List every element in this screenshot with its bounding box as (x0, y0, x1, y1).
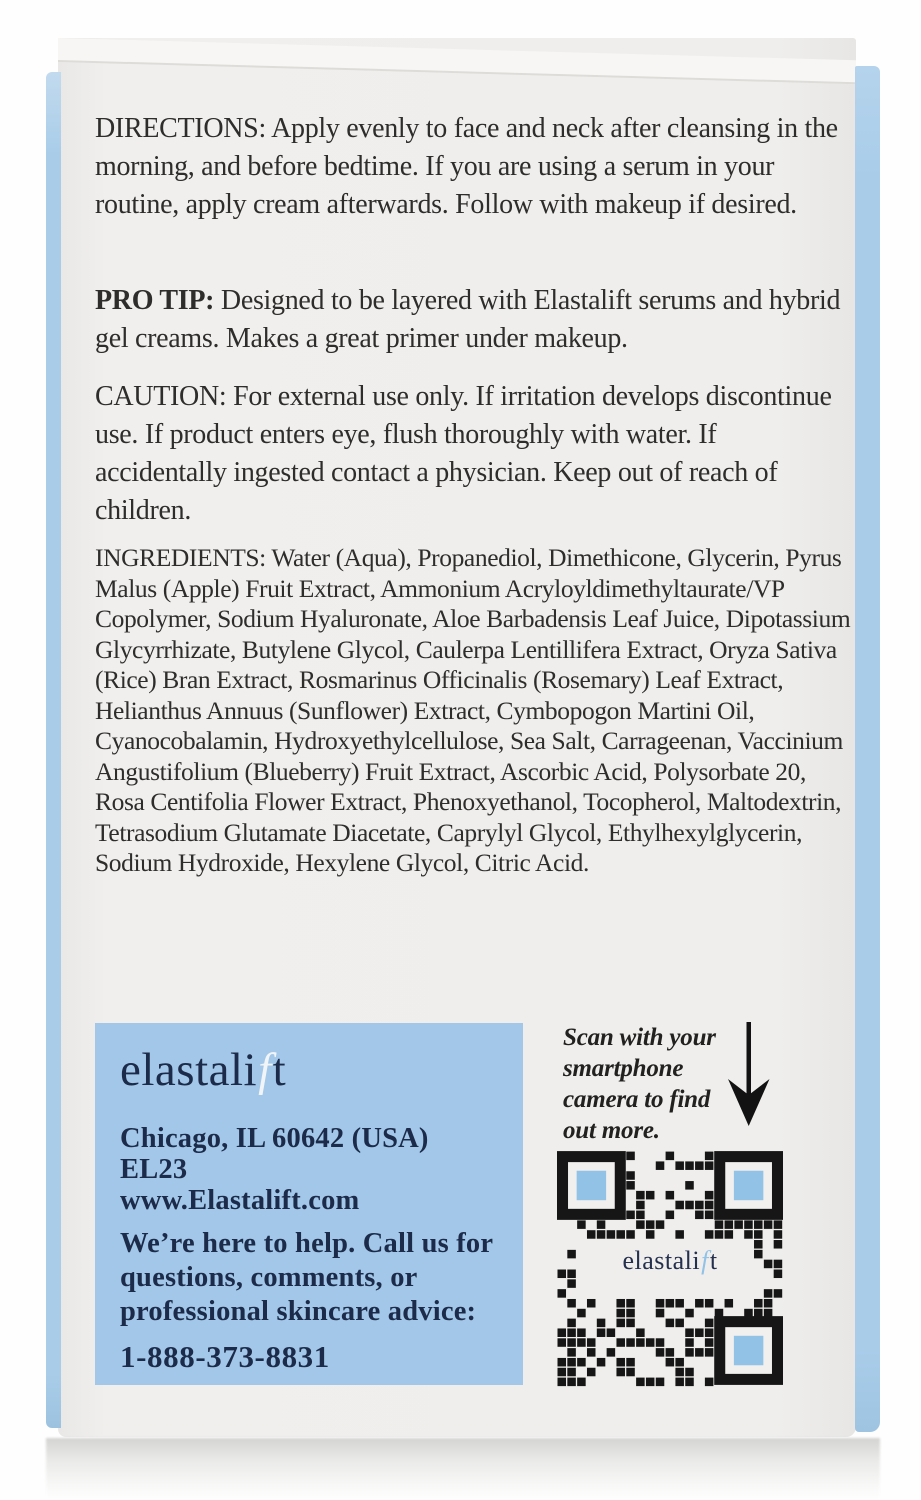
brand-address (120, 1123, 429, 1216)
address-city-line: Chicago, IL 60642 (USA) (120, 1123, 429, 1154)
down-arrow-icon (725, 1022, 773, 1128)
caution-text: For external use only. If irritation develops discontinue use. If product enters eye, flush thoroughly with water. If accidentally ingested contact a physician. Keep out of reach of children. (95, 381, 832, 526)
brand-logo-text: elastali (120, 1044, 258, 1096)
qr-logo-f: f (701, 1246, 709, 1275)
pro-tip-text: Designed to be layered with Elastalift serums and hybrid gel creams. Makes a great primer under makeup. (95, 285, 841, 354)
brand-logo-f: f (258, 1044, 272, 1096)
brand-info-panel (95, 1023, 523, 1385)
box-right-blue-edge (855, 66, 880, 1432)
qr-logo-t: t (709, 1246, 718, 1275)
ingredients-text: Water (Aqua), Propanediol, Dimethicone, Glycerin, Pyrus Malus (Apple) Fruit Extract, Ammonium Acryloyldimethyltaurate/VP Copolymer, Sodium Hyaluronate, Aloe Barbadensis Leaf Juice, Dipotassium Glycyrrhizate, Butylene Glycol, Caulerpa Lentillifera Extract, Oryza Sativa (Rice) Bran Extract, Rosmarinus Officinalis (Rosemary) Leaf Extract, Helianthus Annuus (Sunflower) Extract, Cymbopogon Martini Oil, Cyanocobalamin, Hydroxyethylcellulose, Sea Salt, Carrageenan, Vaccinium Angustifolium (Blueberry) Fruit Extract, Ascorbic Acid, Polysorbate 20, Rosa Centifolia Flower Extract, Phenoxyethanol, Tocopherol, Maltodextrin, Tetrasodium Glutamate Diacetate, Caprylyl Glycol, Ethylhexylglycerin, Sodium Hydroxide, Hexylene Glycol, Citric Acid. (95, 543, 851, 877)
scan-instructions: Scan with your smartphone camera to find out more. (563, 1024, 716, 1144)
ingredients-label: INGREDIENTS: (95, 543, 266, 572)
qr-logo-label (591, 1246, 749, 1276)
pro-tip-label: PRO TIP: (95, 285, 215, 316)
directions-text: Apply evenly to face and neck after cleansing in the morning, and before bedtime. If you are using a serum in your routine, apply cream afterwards. Follow with makeup if desired. (95, 113, 838, 220)
qr-logo-text: elastali (622, 1246, 701, 1275)
table-reflection (46, 1438, 880, 1500)
directions-label: DIRECTIONS: (95, 113, 266, 144)
caution-paragraph (95, 378, 847, 530)
address-code-line: EL23 (120, 1154, 188, 1185)
ingredients-paragraph (95, 543, 851, 879)
box-left-blue-edge (46, 72, 61, 1428)
pro-tip-paragraph (95, 282, 847, 358)
phone-number: 1-888-373-8831 (120, 1339, 330, 1374)
brand-logo-t: t (272, 1044, 287, 1096)
help-text: We’re here to help. Call us for questions, comments, or professional skincare advice: (120, 1228, 493, 1327)
qr-code (557, 1151, 783, 1387)
brand-logo (120, 1043, 286, 1097)
directions-paragraph (95, 110, 847, 224)
caution-label: CAUTION: (95, 381, 227, 412)
address-website: www.Elastalift.com (120, 1185, 360, 1216)
